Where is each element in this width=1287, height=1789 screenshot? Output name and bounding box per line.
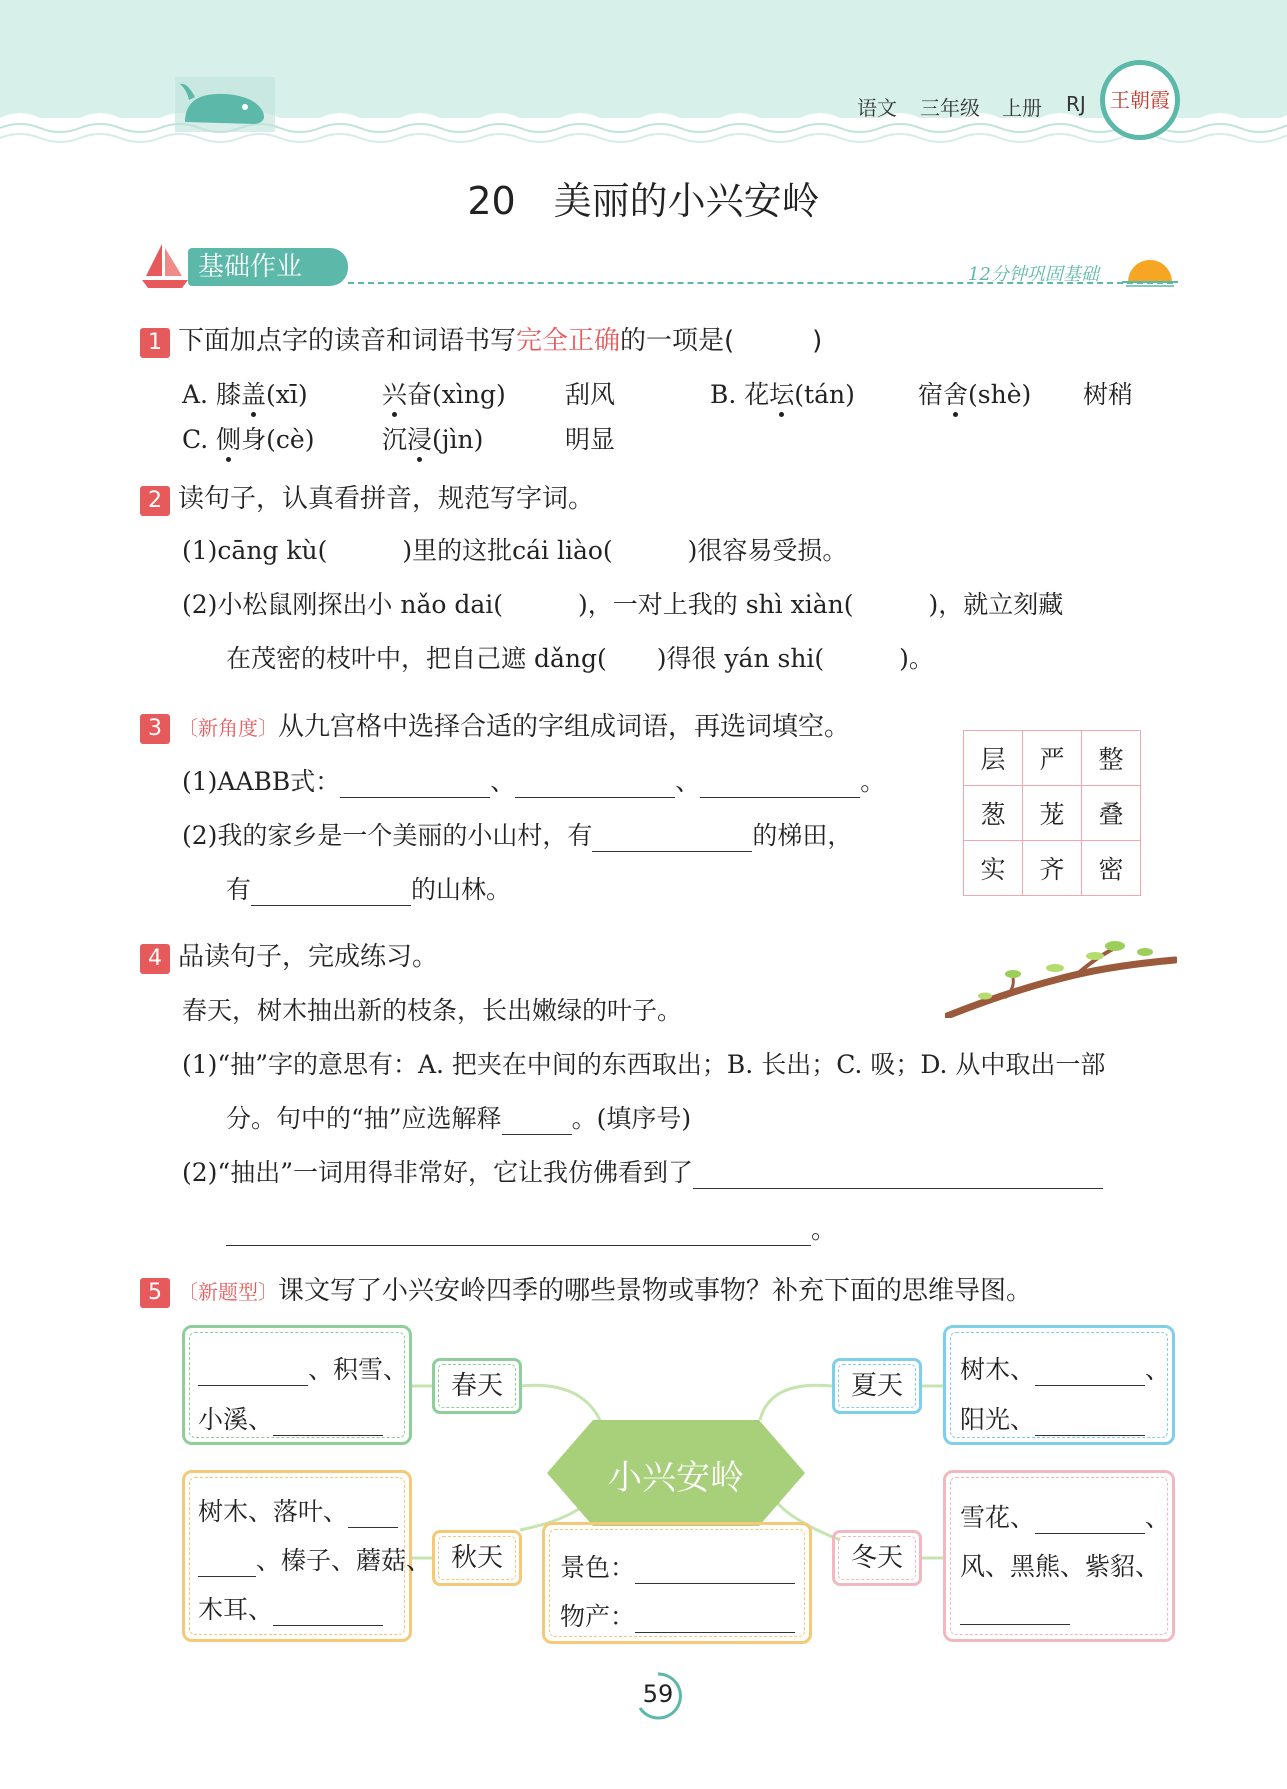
bottom-l2-text: 物产： xyxy=(560,1602,636,1631)
winter-l1-text: 雪花、 xyxy=(960,1503,1036,1532)
autumn-line-3 xyxy=(198,1590,383,1626)
q2-sentence-1: (1)cāng kù( )里的这批cái liào( )很容易受损。 xyxy=(182,536,848,565)
q3-stem-text: 从九宫格中选择合适的字组成词语，再选词填空。 xyxy=(278,712,851,742)
q3-line-1: (1)AABB式： 、 、 。 xyxy=(182,767,886,796)
winter-label-text: 冬天 xyxy=(850,1543,903,1573)
summer-l1-text: 树木、 xyxy=(960,1355,1036,1384)
winter-blank-1[interactable] xyxy=(1035,1533,1145,1534)
q3-s2b-pre: 有 xyxy=(226,875,252,904)
q1-stem-highlight: 完全正确 xyxy=(516,326,621,356)
autumn-l2-text: 、榛子、蘑菇、 xyxy=(256,1546,432,1575)
spring-l2-text: 小溪、 xyxy=(198,1405,274,1434)
q1-option-a-2: 兴奋(xìng) xyxy=(382,380,506,409)
q1-option-a-1: A. 膝盖(xī) xyxy=(182,380,308,409)
autumn-l3-text: 木耳、 xyxy=(198,1595,274,1624)
q1-option-c-3: 明显 xyxy=(565,425,616,454)
page-title: 20 美丽的小兴安岭 xyxy=(467,179,820,223)
winter-label xyxy=(832,1530,922,1586)
bottom-line-2 xyxy=(560,1597,795,1633)
section-timer: 12分钟巩固基础 xyxy=(968,264,1099,285)
q5-tag: 〔新题型〕 xyxy=(178,1280,278,1304)
subject-label: 语文 xyxy=(857,96,897,120)
bottom-blank-2[interactable] xyxy=(635,1632,795,1633)
summer-blank-1[interactable] xyxy=(1035,1385,1145,1386)
spring-l1-text: 、积雪、 xyxy=(308,1355,409,1384)
logo-text: 王朝霞 xyxy=(1110,88,1170,112)
q4-s2-cont: 。 xyxy=(226,1210,836,1246)
q2-number: 2 xyxy=(140,486,170,516)
center-label: 小兴安岭 xyxy=(608,1458,744,1498)
q1-option-b-3: 树稍 xyxy=(1083,380,1134,409)
q4-s1b-post: 。(填序号) xyxy=(571,1104,692,1133)
winter-blank-2[interactable] xyxy=(960,1624,1070,1625)
autumn-blank-3[interactable] xyxy=(273,1625,383,1626)
q4-s1b-pre: 分。句中的“抽”应选解释 xyxy=(226,1104,502,1133)
q4-s1a: (1)“抽”字的意思有：A. 把夹在中间的东西取出；B. 长出；C. 吸；D. 从中取出一部 xyxy=(182,1050,1106,1079)
q2-stem-text: 读句子，认真看拼音，规范写字词。 xyxy=(178,484,595,514)
grid-cell: 密 xyxy=(1082,841,1141,896)
q1-number: 1 xyxy=(140,328,170,358)
autumn-label xyxy=(432,1530,522,1586)
edition-label: RJ xyxy=(1066,92,1086,116)
autumn-label-text: 秋天 xyxy=(450,1543,503,1573)
spring-line-1 xyxy=(198,1350,408,1386)
grid-cell: 整 xyxy=(1082,731,1141,786)
grid-cell: 齐 xyxy=(1023,841,1082,896)
q5-stem-text: 课文写了小兴安岭四季的哪些景物或事物？补充下面的思维导图。 xyxy=(278,1276,1033,1306)
bottom-blank-1[interactable] xyxy=(635,1583,795,1584)
summer-label-text: 夏天 xyxy=(850,1371,903,1401)
winter-line-2: 风、黑熊、紫貂、 xyxy=(960,1552,1161,1581)
page-number: 59 xyxy=(642,1680,674,1708)
grid-cell: 严 xyxy=(1023,731,1082,786)
q3-s2b-post: 的山林。 xyxy=(411,875,512,904)
q1-option-a-3: 刮风 xyxy=(565,380,616,409)
grid-cell: 实 xyxy=(964,841,1023,896)
q4-number: 4 xyxy=(140,944,170,974)
q3-s1-label: (1)AABB式： xyxy=(182,767,341,796)
summer-label xyxy=(832,1358,922,1414)
summer-l2-text: 阳光、 xyxy=(960,1405,1036,1434)
q5-number: 5 xyxy=(140,1278,170,1308)
q1-option-b-1: B. 花坛(tán) xyxy=(710,380,855,409)
q3-s2a-pre: (2)我的家乡是一个美丽的小山村，有 xyxy=(182,821,593,850)
q1-stem-pre: 下面加点字的读音和词语书写 xyxy=(178,326,517,356)
winter-line-1: 雪花、 、 xyxy=(960,1503,1171,1532)
autumn-line-2 xyxy=(198,1541,431,1577)
section-label: 基础作业 xyxy=(198,252,303,282)
q4-s2-text: (2)“抽出”一词用得非常好，它让我仿佛看到了 xyxy=(182,1158,693,1187)
autumn-l1-text: 树木、落叶、 xyxy=(198,1497,349,1526)
winter-line-3 xyxy=(960,1596,1070,1625)
spring-label xyxy=(432,1358,522,1414)
q3-number: 3 xyxy=(140,714,170,744)
volume-label: 上册 xyxy=(1002,96,1042,120)
grade-label: 三年级 xyxy=(920,96,980,120)
summer-line-2 xyxy=(960,1400,1145,1436)
q2-sentence-2b: 在茂密的枝叶中，把自己遮 dǎng( )得很 yán shi( )。 xyxy=(226,644,934,673)
q3-tag: 〔新角度〕 xyxy=(178,716,278,740)
spring-blank-1[interactable] xyxy=(198,1385,308,1386)
spring-label-text: 春天 xyxy=(450,1371,503,1401)
bottom-line-1 xyxy=(560,1548,795,1584)
q1-option-c-1: C. 侧身(cè) xyxy=(182,425,315,454)
grid-cell: 葱 xyxy=(964,786,1023,841)
autumn-line-1 xyxy=(198,1492,398,1528)
grid-cell: 茏 xyxy=(1023,786,1082,841)
autumn-blank-1[interactable] xyxy=(348,1527,398,1528)
q4-stem-text: 品读句子，完成练习。 xyxy=(178,942,439,972)
q1-stem-post: 的一项是( ) xyxy=(620,326,823,356)
summer-line-1: 树木、 、 xyxy=(960,1355,1171,1384)
q4-sentence: 春天，树木抽出新的枝条，长出嫩绿的叶子。 xyxy=(182,996,683,1025)
grid-cell: 叠 xyxy=(1082,786,1141,841)
q1-option-c-2: 沉浸(jìn) xyxy=(382,425,484,454)
q2-sentence-2a: (2)小松鼠刚探出小 nǎo dai( )，一对上我的 shì xiàn( )，就立刻藏 xyxy=(182,590,1064,619)
q1-option-b-2: 宿舍(shè) xyxy=(918,380,1032,409)
q3-s2a-post: 的梯田， xyxy=(752,821,853,850)
summer-blank-2[interactable] xyxy=(1035,1435,1145,1436)
spring-line-2 xyxy=(198,1400,383,1436)
autumn-blank-2[interactable] xyxy=(198,1576,256,1577)
spring-blank-2[interactable] xyxy=(273,1435,383,1436)
bottom-l1-text: 景色： xyxy=(560,1553,636,1582)
grid-cell: 层 xyxy=(964,731,1023,786)
